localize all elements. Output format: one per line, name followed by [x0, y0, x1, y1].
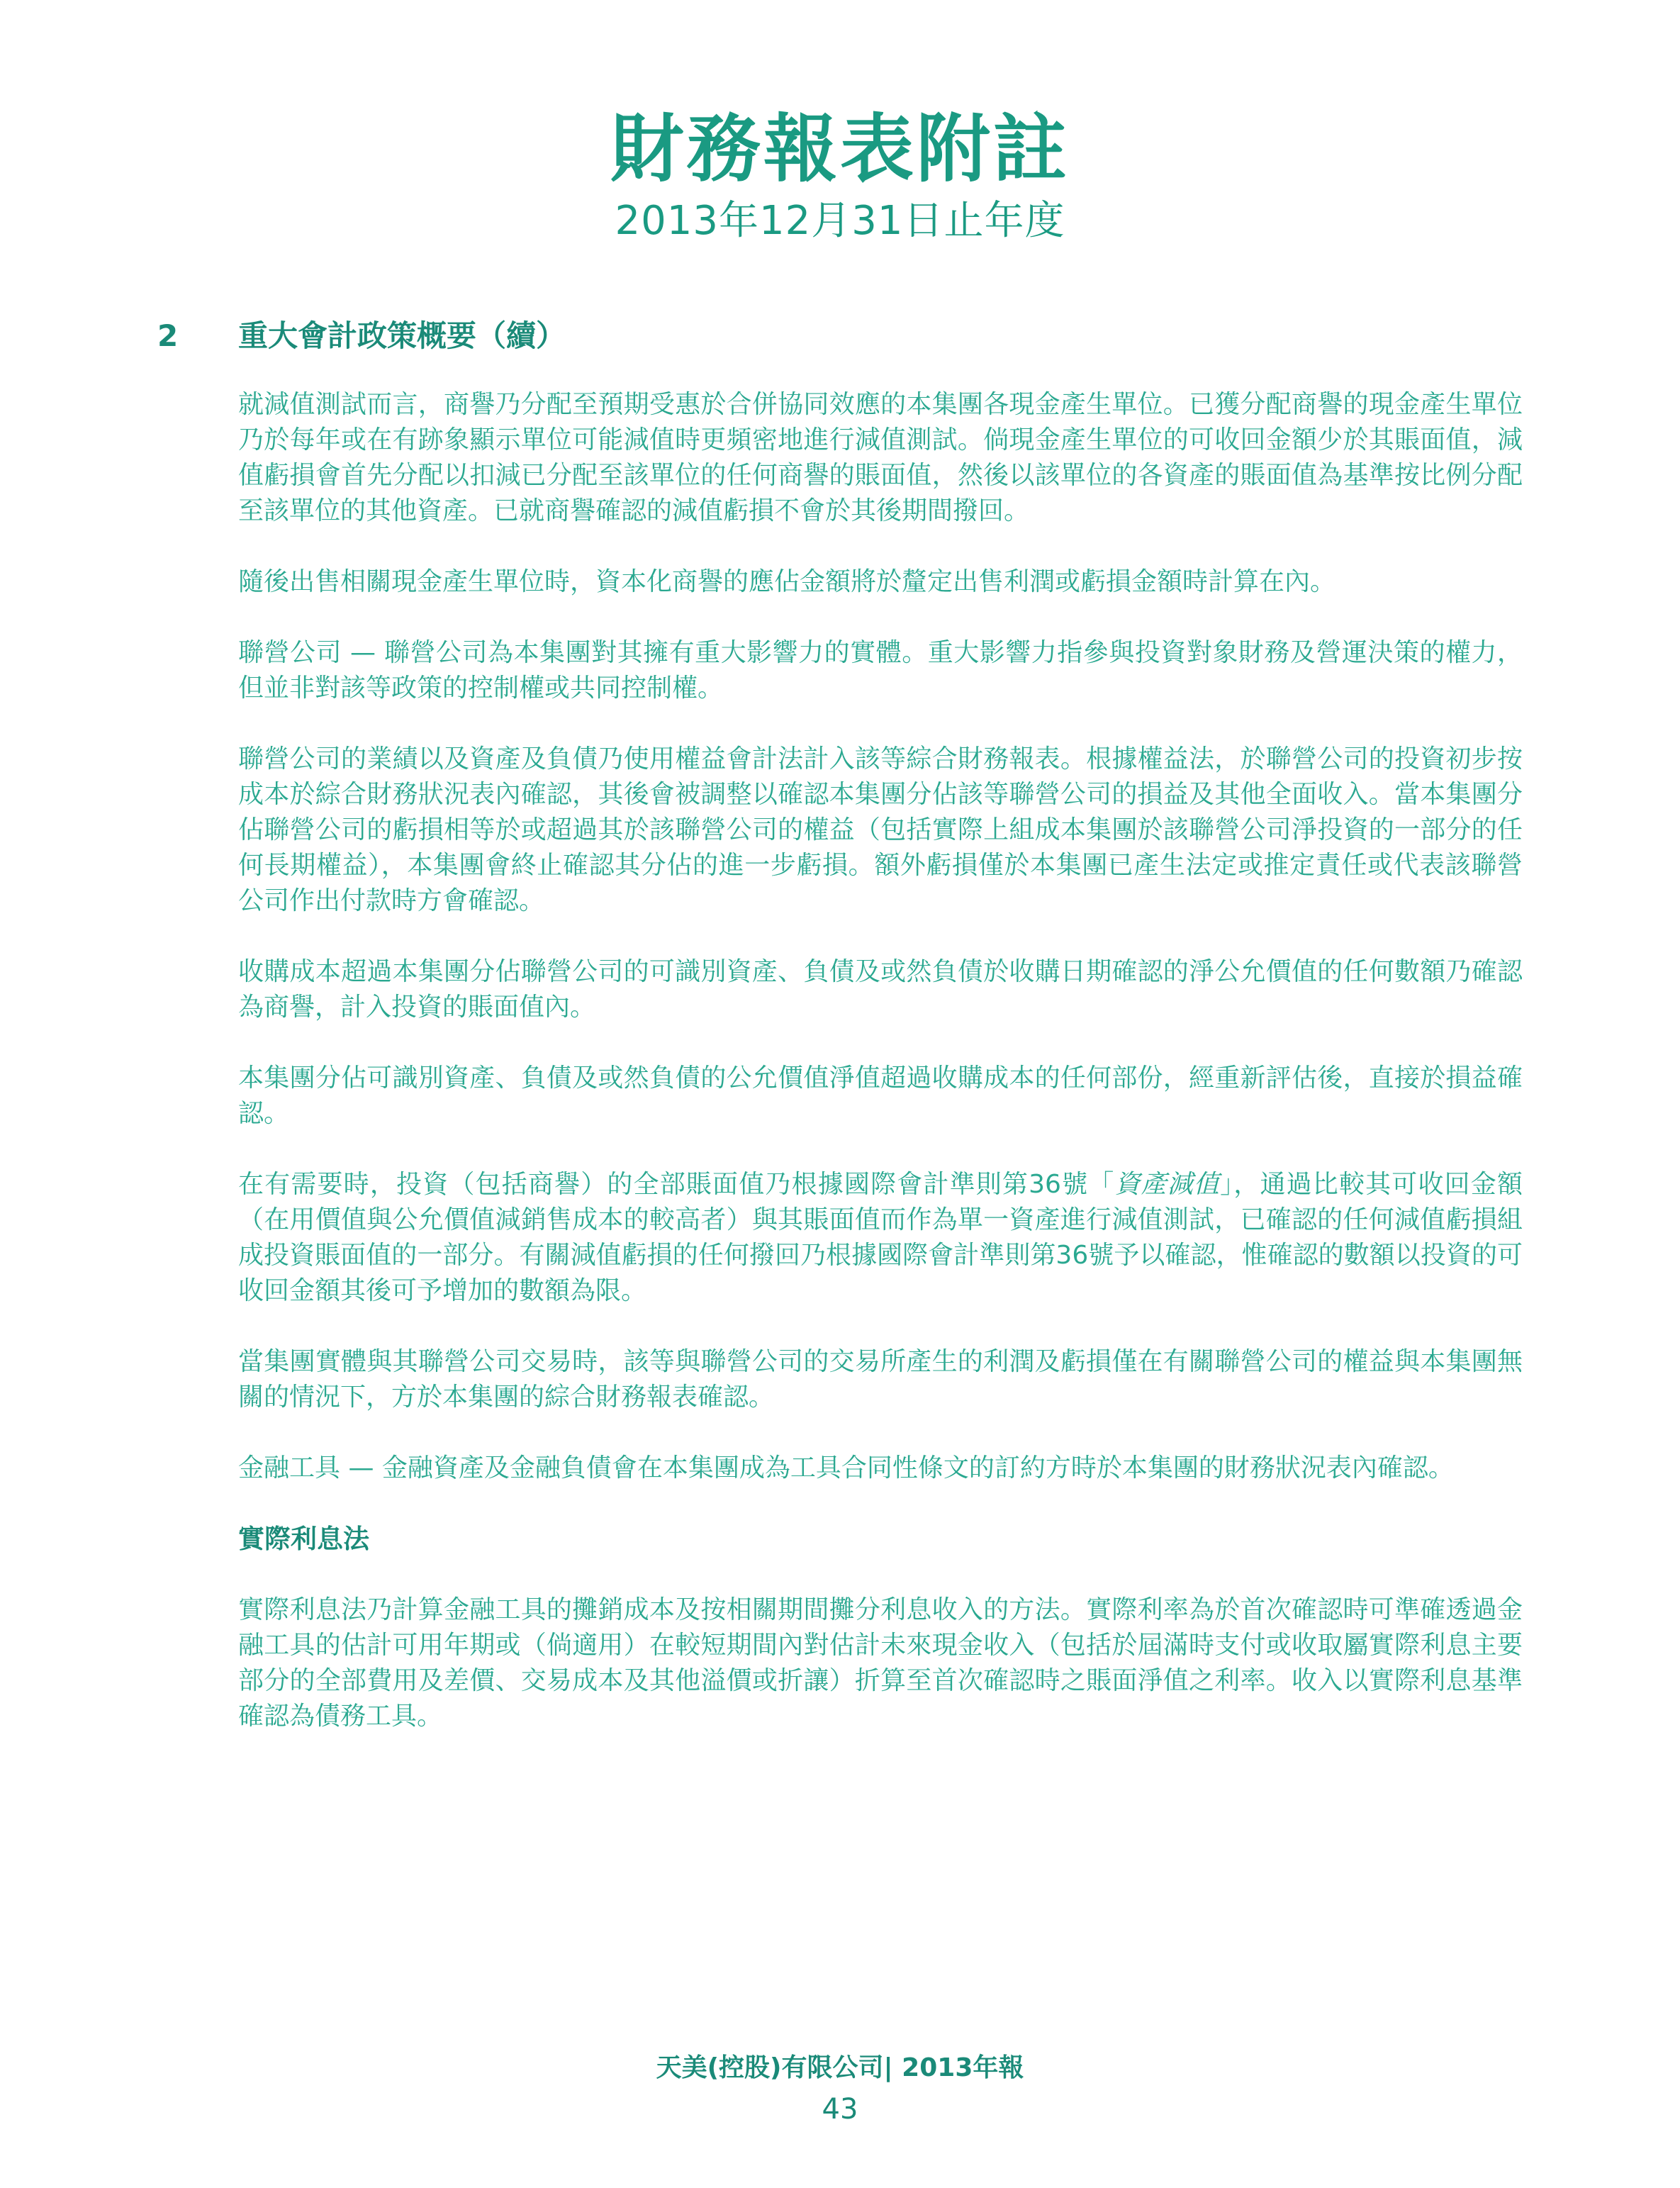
paragraph-acquisition-cost: 收購成本超過本集團分佔聯營公司的可識別資產、負債及或然負債於收購日期確認的淨公允價值的任何數額乃確認為商譽，計入投資的賬面值內。 [238, 957, 1523, 1022]
paragraph-excess-fair-value: 本集團分佔可識別資產、負債及或然負債的公允價值淨值超過收購成本的任何部份，經重新評估後，直接於損益確認。 [238, 1064, 1523, 1128]
paragraph-equity-method: 聯營公司的業績以及資產及負債乃使用權益會計法計入該等綜合財務報表。根據權益法，於聯營公司的投資初步按成本於綜合財務狀況表內確認，其後會被調整以確認本集團分佔該等聯營公司的損益及其他全面收入。當本集團分佔聯營公司的虧損相等於或超過其於該聯營公司的權益（包括實際上組成本集團於該聯營公司淨投資的一部分的任何長期權益），本集團會終止確認其分佔的進一步虧損。額外虧損僅於本集團已產生法定或推定責任或代表該聯營公司作出付款時方會確認。 [238, 744, 1523, 915]
paragraph-associates-definition: 聯營公司 — 聯營公司為本集團對其擁有重大影響力的實體。重大影響力指參與投資對象財務及營運決策的權力，但並非對該等政策的控制權或共同控制權。 [238, 638, 1523, 703]
page-header [0, 106, 1680, 247]
paragraph-goodwill-disposal: 隨後出售相關現金產生單位時，資本化商譽的應佔金額將於釐定出售利潤或虧損金額時計算在內。 [238, 567, 1336, 596]
page-footer [0, 2050, 1680, 2128]
paragraph-ias36 [238, 1167, 1523, 1309]
ias36-standard-title: 資產減值 [1114, 1170, 1221, 1199]
page-title: 財務報表附註 [610, 106, 1070, 192]
section-title: 重大會計政策概要（續） [238, 318, 566, 353]
ias36-text-before: 在有需要時，投資（包括商譽）的全部賬面值乃根據國際會計準則第36號「 [238, 1170, 1115, 1199]
page-number: 43 [822, 2093, 858, 2126]
main-content [238, 387, 1523, 1770]
paragraph-financial-instruments: 金融工具 — 金融資產及金融負債會在本集團成為工具合同性條文的訂約方時於本集團的財務狀況表內確認。 [238, 1453, 1454, 1483]
section-heading [157, 316, 566, 356]
paragraph-goodwill-impairment: 就減值測試而言，商譽乃分配至預期受惠於合併協同效應的本集團各現金產生單位。已獲分配商譽的現金產生單位乃於每年或在有跡象顯示單位可能減值時更頻密地進行減值測試。倘現金產生單位的可收回金額少於其賬面值，減值虧損會首先分配以扣減已分配至該單位的任何商譽的賬面值，然後以該單位的各資產的賬面值為基準按比例分配至該單位的其他資產。已就商譽確認的減值虧損不會於其後期間撥回。 [238, 390, 1523, 525]
ias36-text-after: 」，通過比較其可收回金額（在用價值與公允價值減銷售成本的較高者）與其賬面值而作為單一資產進行減值測試，已確認的任何減值虧損組成投資賬面值的一部分。有關減值虧損的任何撥回乃根據國際會計準則第36號予以確認，惟確認的數額以投資的可收回金額其後可予增加的數額為限。 [238, 1170, 1523, 1305]
paragraph-effective-interest: 實際利息法乃計算金融工具的攤銷成本及按相關期間攤分利息收入的方法。實際利率為於首次確認時可準確透過金融工具的估計可用年期或（倘適用）在較短期間內對估計未來現金收入（包括於屆滿時支付或收取屬實際利息主要部分的全部費用及差價、交易成本及其他溢價或折讓）折算至首次確認時之賬面淨值之利率。收入以實際利息基準確認為債務工具。 [238, 1595, 1523, 1731]
paragraph-associate-transactions: 當集團實體與其聯營公司交易時，該等與聯營公司的交易所產生的利潤及虧損僅在有關聯營公司的權益與本集團無關的情況下，方於本集團的綜合財務報表確認。 [238, 1347, 1523, 1412]
section-number: 2 [157, 318, 179, 353]
page-subtitle: 2013年12月31日止年度 [615, 198, 1065, 244]
footer-company-report: 天美(控股)有限公司| 2013年報 [656, 2053, 1024, 2082]
subheading-effective-interest: 實際利息法 [238, 1524, 369, 1554]
